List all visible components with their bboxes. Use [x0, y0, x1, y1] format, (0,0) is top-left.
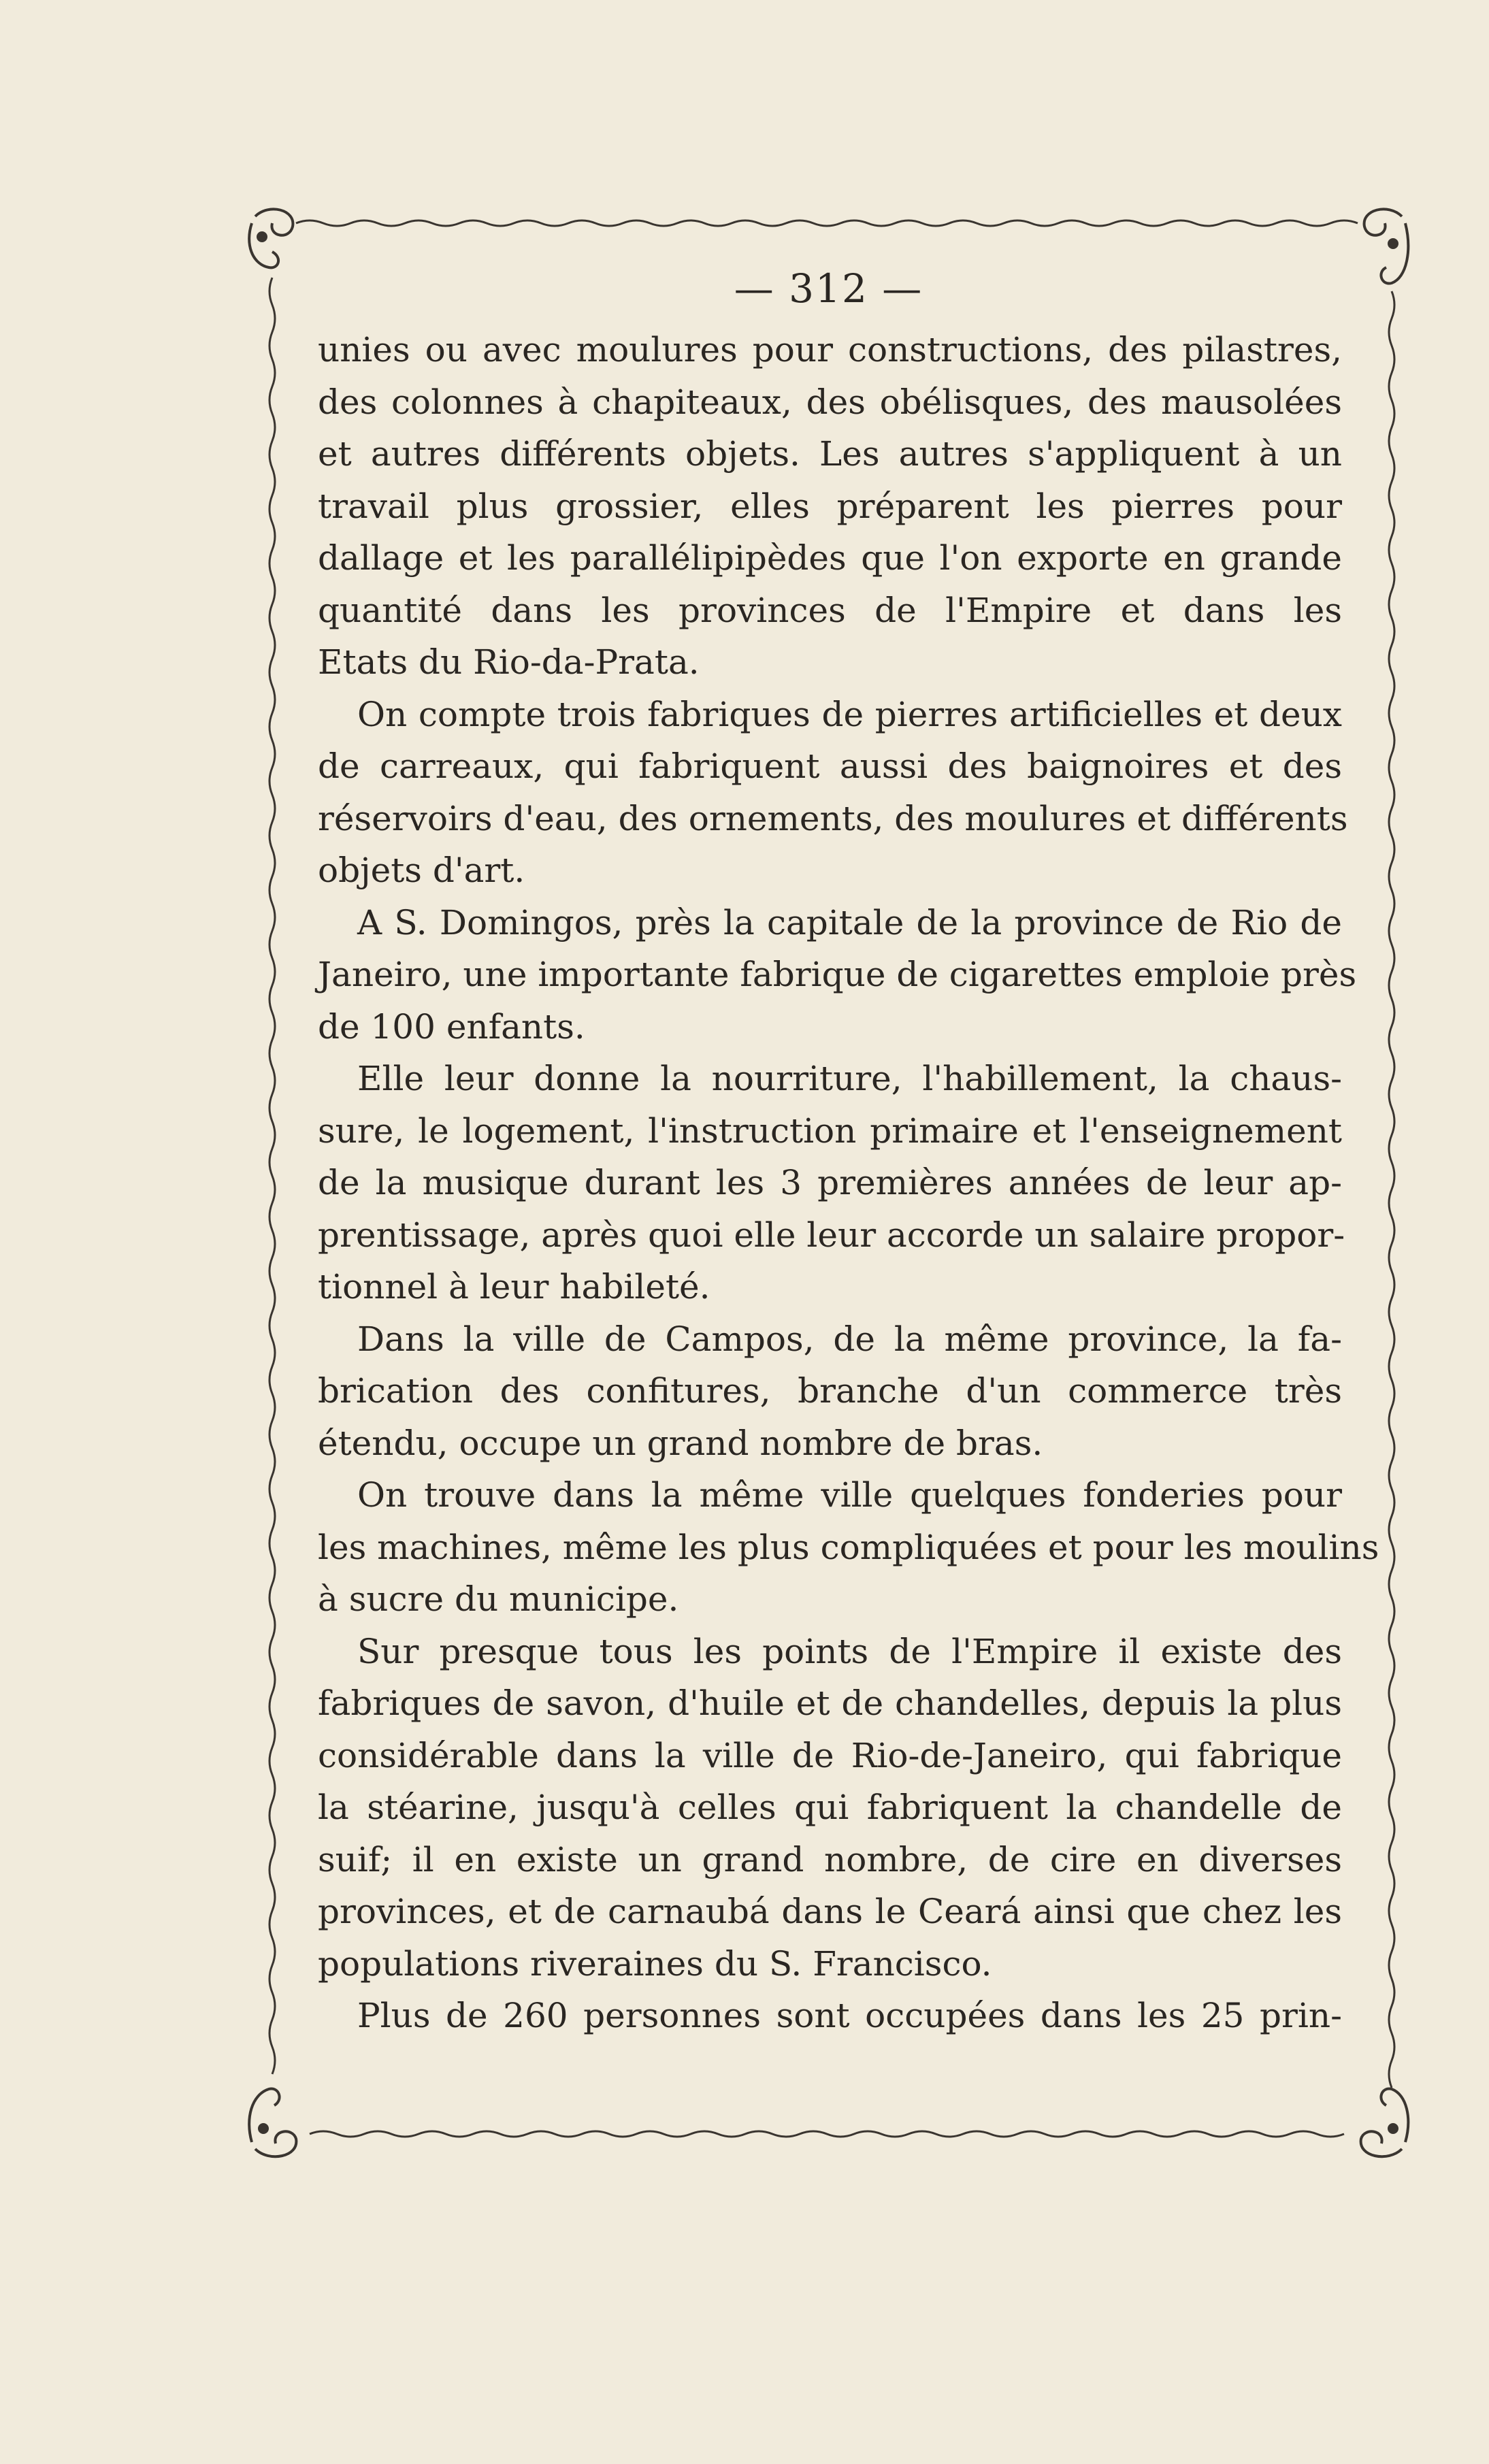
corner-ornament-bottom-right [1361, 2088, 1409, 2156]
text-line: travail plus grossier, elles préparent les pierres pour [318, 486, 1342, 526]
text-lines [318, 324, 1379, 2042]
text-line: la stéarine, jusqu'à celles qui fabriquent la chandelle de [318, 1788, 1342, 1827]
text-line: provinces, et de carnaubá dans le Ceará ainsi que chez les [318, 1892, 1342, 1931]
text-line: à sucre du municipe. [318, 1579, 679, 1619]
text-line: suif; il en existe un grand nombre, de cire en diverses [318, 1839, 1342, 1879]
text-line: On compte trois fabriques de pierres artificielles et deux [357, 694, 1342, 734]
text-line: fabriques de savon, d'huile et de chandelles, depuis la plus [318, 1683, 1342, 1723]
text-line: étendu, occupe un grand nombre de bras. [318, 1423, 1043, 1463]
text-line: Dans la ville de Campos, de la même province, la fa- [357, 1319, 1342, 1359]
text-line: de carreaux, qui fabriquent aussi des baignoires et des [318, 746, 1342, 786]
text-line: de 100 enfants. [318, 1006, 585, 1047]
text-line: de la musique durant les 3 premières années de leur ap- [318, 1163, 1342, 1202]
text-line: et autres différents objets. Les autres s'appliquent à un [318, 434, 1342, 474]
text-line: Plus de 260 personnes sont occupées dans les 25 prin- [357, 1996, 1342, 2035]
text-line: sure, le logement, l'instruction primaire et l'enseignement [318, 1111, 1342, 1151]
text-line: Janeiro, une importante fabrique de cigarettes emploie près [318, 955, 1357, 994]
corner-ornament-bottom-left [249, 2088, 296, 2156]
text-line: des colonnes à chapiteaux, des obélisques, des mausolées [318, 382, 1342, 422]
bottom-border-line [310, 2131, 1344, 2137]
text-line: les machines, même les plus compliquées et pour les moulins [318, 1527, 1379, 1567]
text-line: tionnel à leur habileté. [318, 1267, 710, 1307]
text-line: unies ou avec moulures pour constructions, des pilastres, [318, 330, 1342, 369]
page-frame [242, 203, 1416, 2163]
text-line: quantité dans les provinces de l'Empire et dans les [318, 590, 1342, 630]
right-border-line [1389, 291, 1394, 2088]
text-line: dallage et les parallélipipèdes que l'on exporte en grande [318, 538, 1342, 578]
left-border-line [269, 278, 275, 2074]
text-line: prentissage, après quoi elle leur accorde un salaire propor- [318, 1215, 1345, 1255]
text-line: Elle leur donne la nourriture, l'habillement, la chaus- [357, 1059, 1342, 1098]
text-line: brication des confitures, branche d'un commerce très [318, 1371, 1342, 1411]
text-line: réservoirs d'eau, des ornements, des moulures et différents [318, 798, 1348, 838]
text-line: objets d'art. [318, 851, 525, 890]
text-line: Sur presque tous les points de l'Empire il existe des [357, 1631, 1342, 1671]
body-text [318, 324, 1379, 2042]
text-line: A S. Domingos, près la capitale de la province de Rio de [357, 902, 1342, 942]
text-line: Etats du Rio-da-Prata. [318, 642, 700, 682]
corner-ornament-top-left [249, 209, 293, 267]
text-line: On trouve dans la même ville quelques fonderies pour [357, 1475, 1342, 1515]
text-line: populations riveraines du S. Francisco. [318, 1943, 992, 1984]
text-line: considérable dans la ville de Rio-de-Janeiro, qui fabrique [318, 1735, 1342, 1775]
page-number: — 312 — [734, 265, 923, 312]
top-border-line [296, 220, 1358, 226]
